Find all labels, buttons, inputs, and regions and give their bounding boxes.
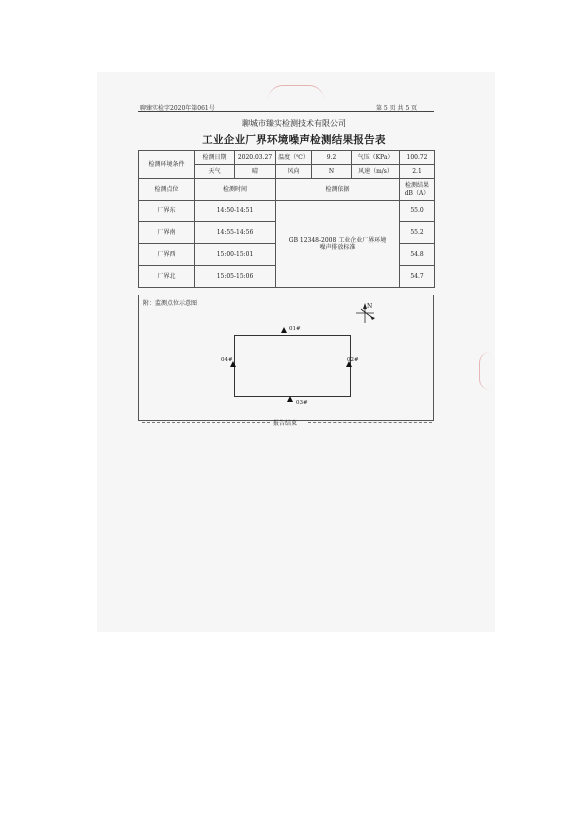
seal-stamp-right bbox=[479, 352, 490, 390]
date-label: 检测日期 bbox=[195, 151, 235, 165]
diagram-note: 附：监测点位示意图 bbox=[143, 300, 198, 307]
col-header-result-line1: 检测结果 bbox=[404, 182, 429, 189]
result-table bbox=[138, 150, 435, 288]
date-value: 2020.03.27 bbox=[235, 151, 276, 165]
end-rule-right bbox=[308, 422, 432, 423]
weather-label: 天气 bbox=[195, 165, 235, 179]
point-label-02: 02# bbox=[347, 357, 359, 363]
row-point: 厂界东 bbox=[139, 201, 195, 222]
seal-stamp-top bbox=[268, 85, 324, 100]
north-arrow-icon bbox=[351, 301, 381, 327]
end-of-report: 报告结束 bbox=[273, 420, 298, 427]
header-rule bbox=[138, 111, 434, 112]
diagram-area bbox=[138, 295, 434, 421]
point-label-01: 01# bbox=[289, 326, 301, 332]
row-time: 15:00-15:01 bbox=[195, 244, 276, 266]
wind-speed-label: 风速（m/s） bbox=[352, 165, 400, 179]
col-header-basis: 检测依据 bbox=[276, 179, 400, 201]
company-name: 聊城市臻实检测技术有限公司 bbox=[242, 119, 346, 128]
basis-standard: GB 12348-2008 工业企业厂界环境噪声排放标准 bbox=[276, 201, 400, 288]
row-point: 厂界西 bbox=[139, 244, 195, 266]
point-label-04: 04# bbox=[221, 357, 233, 363]
wind-direction-label: 风向 bbox=[276, 165, 312, 179]
col-header-result-line2: dB（A） bbox=[404, 189, 430, 197]
conditions-label: 检测环境条件 bbox=[139, 151, 195, 179]
report-number: 聊臻实检字2020年第061号 bbox=[140, 105, 215, 112]
wind-speed-value: 2.1 bbox=[400, 165, 435, 179]
row-value: 55.2 bbox=[400, 222, 435, 244]
point-label-03: 03# bbox=[296, 400, 308, 406]
measure-point-marker bbox=[281, 327, 287, 333]
pressure-value: 100.72 bbox=[400, 151, 435, 165]
row-time: 14:50-14:51 bbox=[195, 201, 276, 222]
row-value: 54.8 bbox=[400, 244, 435, 266]
row-time: 15:05-15:06 bbox=[195, 266, 276, 288]
report-title: 工业企业厂界环境噪声检测结果报告表 bbox=[202, 134, 386, 146]
row-point: 厂界南 bbox=[139, 222, 195, 244]
pressure-label: 气压（KPa） bbox=[352, 151, 400, 165]
row-value: 55.0 bbox=[400, 201, 435, 222]
weather-value: 晴 bbox=[235, 165, 276, 179]
north-label: N bbox=[367, 303, 373, 310]
measure-point-marker bbox=[287, 396, 293, 402]
page-info: 第 5 页 共 5 页 bbox=[376, 105, 418, 112]
temp-label: 温度（℃） bbox=[276, 151, 312, 165]
col-header-point: 检测点位 bbox=[139, 179, 195, 201]
temp-value: 9.2 bbox=[312, 151, 352, 165]
row-value: 54.7 bbox=[400, 266, 435, 288]
row-time: 14:55-14:56 bbox=[195, 222, 276, 244]
col-header-time: 检测时间 bbox=[195, 179, 276, 201]
factory-boundary bbox=[234, 335, 351, 397]
col-header-result bbox=[400, 179, 435, 201]
row-point: 厂界北 bbox=[139, 266, 195, 288]
end-rule-left bbox=[142, 422, 270, 423]
wind-direction-value: N bbox=[312, 165, 352, 179]
